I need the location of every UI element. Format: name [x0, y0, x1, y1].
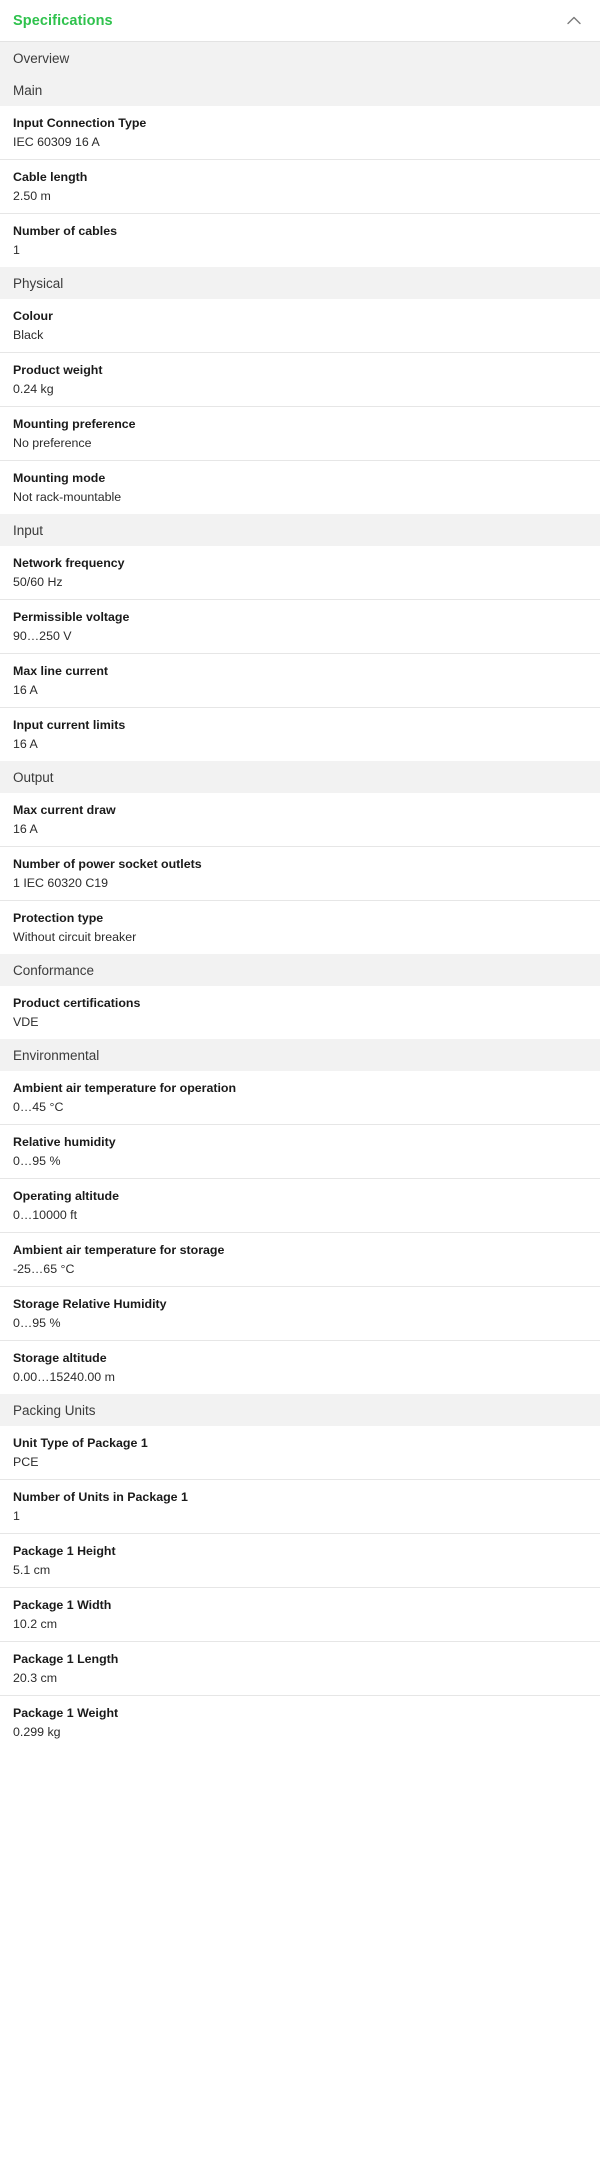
section-heading: Physical — [0, 267, 600, 299]
spec-value: 0.299 kg — [13, 1725, 61, 1739]
spec-label: Permissible voltage — [13, 610, 130, 624]
spec-row — [0, 1071, 600, 1125]
spec-row — [0, 1426, 600, 1480]
spec-value: 16 A — [13, 822, 38, 836]
spec-value: PCE — [13, 1455, 39, 1469]
spec-row — [0, 214, 600, 267]
spec-value: 0.24 kg — [13, 382, 54, 396]
spec-value: 0…95 % — [13, 1154, 61, 1168]
spec-label: Ambient air temperature for storage — [13, 1243, 225, 1257]
spec-label: Number of Units in Package 1 — [13, 1490, 188, 1504]
spec-value: 16 A — [13, 737, 38, 751]
section-heading: Environmental — [0, 1039, 600, 1071]
spec-label: Package 1 Height — [13, 1544, 116, 1558]
section-heading: Main — [0, 74, 600, 106]
spec-row — [0, 1588, 600, 1642]
spec-label: Storage Relative Humidity — [13, 1297, 167, 1311]
spec-value: Without circuit breaker — [13, 930, 137, 944]
spec-row — [0, 654, 600, 708]
spec-row — [0, 1480, 600, 1534]
spec-label: Storage altitude — [13, 1351, 107, 1365]
spec-value: 0…95 % — [13, 1316, 61, 1330]
spec-value: -25…65 °C — [13, 1262, 75, 1276]
spec-value: VDE — [13, 1015, 39, 1029]
spec-value: Black — [13, 328, 44, 342]
spec-row — [0, 1125, 600, 1179]
spec-label: Package 1 Length — [13, 1652, 119, 1666]
spec-label: Network frequency — [13, 556, 125, 570]
spec-value: 90…250 V — [13, 629, 72, 643]
spec-row — [0, 1696, 600, 1749]
spec-value: 5.1 cm — [13, 1563, 51, 1577]
spec-value: IEC 60309 16 A — [13, 135, 100, 149]
spec-row — [0, 1534, 600, 1588]
spec-label: Input Connection Type — [13, 116, 147, 130]
spec-row — [0, 986, 600, 1039]
spec-value: 10.2 cm — [13, 1617, 58, 1631]
spec-label: Operating altitude — [13, 1189, 120, 1203]
spec-label: Input current limits — [13, 718, 126, 732]
spec-row — [0, 1233, 600, 1287]
spec-label: Number of power socket outlets — [13, 857, 202, 871]
spec-label: Mounting mode — [13, 471, 106, 485]
specifications-body — [0, 42, 600, 1749]
section-heading: Output — [0, 761, 600, 793]
section-heading: Overview — [0, 42, 600, 74]
chevron-up-icon[interactable] — [564, 11, 584, 31]
spec-label: Cable length — [13, 170, 88, 184]
spec-row — [0, 299, 600, 353]
page-title: Specifications — [13, 12, 113, 29]
spec-value: No preference — [13, 436, 92, 450]
spec-value: 1 IEC 60320 C19 — [13, 876, 109, 890]
spec-label: Max line current — [13, 664, 109, 678]
spec-row — [0, 1341, 600, 1394]
spec-value: 1 — [13, 1509, 20, 1523]
specifications-header[interactable] — [0, 0, 600, 42]
spec-label: Product certifications — [13, 996, 141, 1010]
spec-value: Not rack-mountable — [13, 490, 122, 504]
spec-label: Colour — [13, 309, 53, 323]
spec-label: Protection type — [13, 911, 104, 925]
spec-label: Package 1 Width — [13, 1598, 112, 1612]
spec-row — [0, 600, 600, 654]
spec-value: 50/60 Hz — [13, 575, 63, 589]
spec-row — [0, 1287, 600, 1341]
spec-row — [0, 1179, 600, 1233]
spec-row — [0, 106, 600, 160]
spec-row — [0, 901, 600, 954]
spec-value: 1 — [13, 243, 20, 257]
spec-label: Ambient air temperature for operation — [13, 1081, 237, 1095]
section-heading: Input — [0, 514, 600, 546]
spec-value: 16 A — [13, 683, 38, 697]
spec-label: Number of cables — [13, 224, 117, 238]
spec-label: Mounting preference — [13, 417, 136, 431]
spec-row — [0, 160, 600, 214]
spec-value: 20.3 cm — [13, 1671, 58, 1685]
spec-label: Unit Type of Package 1 — [13, 1436, 148, 1450]
section-heading: Conformance — [0, 954, 600, 986]
spec-label: Package 1 Weight — [13, 1706, 119, 1720]
spec-label: Relative humidity — [13, 1135, 116, 1149]
spec-row — [0, 546, 600, 600]
spec-value: 0.00…15240.00 m — [13, 1370, 115, 1384]
section-heading: Packing Units — [0, 1394, 600, 1426]
spec-row — [0, 1642, 600, 1696]
spec-row — [0, 353, 600, 407]
spec-value: 2.50 m — [13, 189, 51, 203]
spec-value: 0…45 °C — [13, 1100, 64, 1114]
spec-label: Product weight — [13, 363, 103, 377]
spec-row — [0, 708, 600, 761]
spec-row — [0, 461, 600, 514]
spec-label: Max current draw — [13, 803, 116, 817]
spec-row — [0, 407, 600, 461]
spec-value: 0…10000 ft — [13, 1208, 78, 1222]
spec-row — [0, 847, 600, 901]
spec-row — [0, 793, 600, 847]
